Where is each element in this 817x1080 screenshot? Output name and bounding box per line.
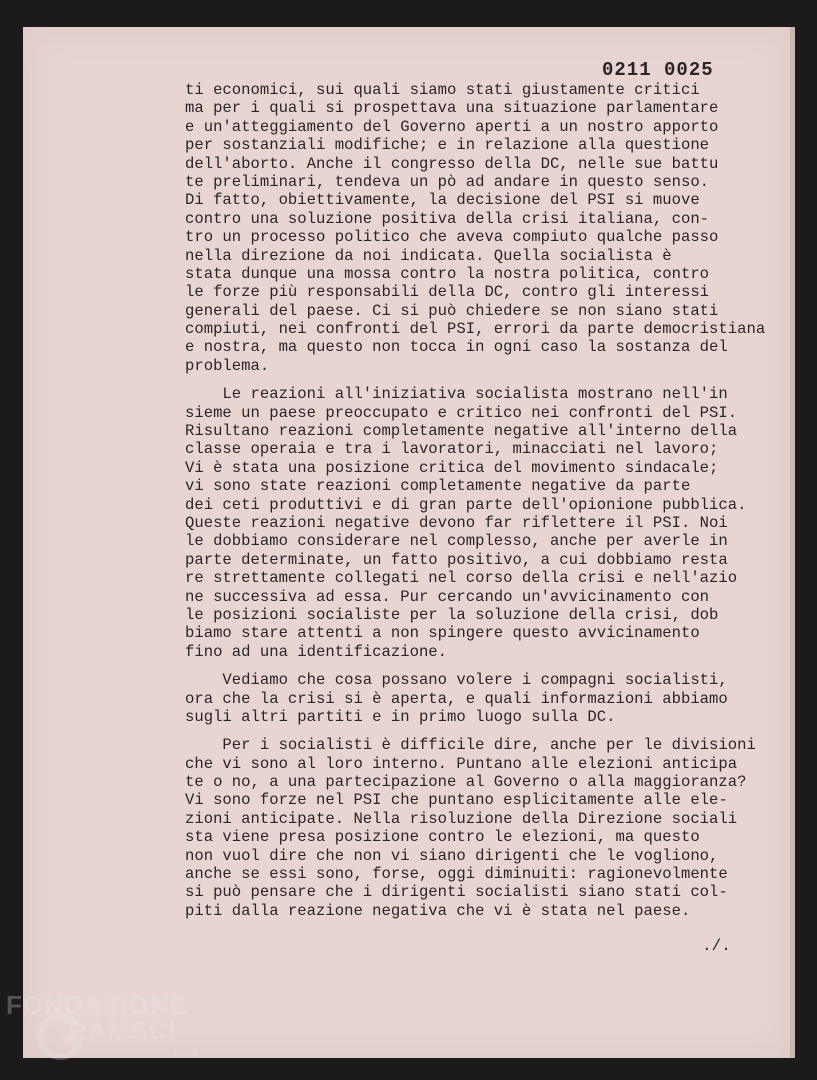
text-line: ora che la crisi si è aperta, e quali informazioni abbiamo xyxy=(185,689,728,708)
text-line: nella direzione da noi indicata. Quella socialista è xyxy=(185,246,672,265)
logo-line-2: RAMSCI xyxy=(68,1016,177,1046)
fondazione-gramsci-watermark xyxy=(6,990,206,1070)
text-line: sugli altri partiti e in primo luogo sulla DC. xyxy=(185,707,616,726)
text-line: fino ad una identificazione. xyxy=(185,642,448,661)
text-line: stata dunque una mossa contro la nostra politica, contro xyxy=(185,264,710,283)
text-line: le forze più responsabili della DC, contro gli interessi xyxy=(185,283,710,302)
page-edge xyxy=(790,27,795,1058)
text-line: piti dalla reazione negativa che vi è stata nel paese. xyxy=(185,901,691,920)
text-line: le dobbiamo considerare nel complesso, anche per averle in xyxy=(185,532,728,551)
text-line: dei ceti produttivi e di gran parte dell'opionione pubblica. xyxy=(185,495,747,514)
paragraph xyxy=(185,81,785,375)
text-line: e nostra, ma questo non tocca in ogni caso la sostanza del xyxy=(185,338,728,357)
logo-subtitle: onlus xyxy=(174,1048,198,1059)
text-line: re strettamente collegati nel corso della crisi e nell'azio xyxy=(185,569,738,588)
text-line: vi sono state reazioni completamente negative da parte xyxy=(185,477,691,496)
text-line: e un'atteggiamento del Governo aperti a un nostro apporto xyxy=(185,117,719,136)
text-line: problema. xyxy=(185,356,270,375)
text-line: sta viene presa posizione contro le elezioni, ma questo xyxy=(185,828,700,847)
text-line: tro un processo politico che aveva compiuto qualche passo xyxy=(185,228,719,247)
paragraph xyxy=(185,385,785,661)
continuation-mark: ./. xyxy=(702,937,731,955)
text-line: compiuti, nei confronti del PSI, errori da parte democristiana xyxy=(185,320,766,339)
text-line: anche se essi sono, forse, oggi diminuiti: ragionevolmente xyxy=(185,865,728,884)
text-line: Vediamo che cosa possano volere i compagni socialisti, xyxy=(185,671,728,690)
paragraph xyxy=(185,736,785,920)
paragraph xyxy=(185,671,785,726)
text-line: Per i socialisti è difficile dire, anche per le divisioni xyxy=(185,736,756,755)
typewritten-body xyxy=(185,81,785,930)
text-line: ma per i quali si prospettava una situazione parlamentare xyxy=(185,99,719,118)
text-line: le posizioni socialiste per la soluzione della crisi, dob xyxy=(185,605,719,624)
text-line: zioni anticipate. Nella risoluzione della Direzione sociali xyxy=(185,809,738,828)
text-line: Vi sono forze nel PSI che puntano esplicitamente alle ele- xyxy=(185,791,728,810)
text-line: Di fatto, obiettivamente, la decisione del PSI si muove xyxy=(185,191,700,210)
text-line: ti economici, sui quali siamo stati giustamente critici xyxy=(185,81,700,99)
text-line: Vi è stata una posizione critica del movimento sindacale; xyxy=(185,458,719,477)
text-line: non vuol dire che non vi siano dirigenti che le vogliono, xyxy=(185,846,719,865)
text-line: classe operaia e tra i lavoratori, minacciati nel lavoro; xyxy=(185,440,719,459)
text-line: dell'aborto. Anche il congresso della DC, nelle sue battu xyxy=(185,154,719,173)
text-line: sieme un paese preoccupato e critico nei confronti del PSI. xyxy=(185,403,738,422)
text-line: Queste reazioni negative devono far riflettere il PSI. Noi xyxy=(185,513,728,532)
text-line: per sostanziali modifiche; e in relazione alla questione xyxy=(185,136,710,155)
archive-page-number: 0211 0025 xyxy=(602,59,714,81)
logo-line-1: FONDAZIONE xyxy=(6,990,188,1020)
text-line: parte determinate, un fatto positivo, a cui dobbiamo resta xyxy=(185,550,728,569)
text-line: generali del paese. Ci si può chiedere se non siano stati xyxy=(185,301,719,320)
text-line: Risultano reazioni completamente negative all'interno della xyxy=(185,422,738,441)
text-line: che vi sono al loro interno. Puntano alle elezioni anticipa xyxy=(185,754,738,773)
text-line: si può pensare che i dirigenti socialisti siano stati col- xyxy=(185,883,728,902)
text-line: biamo stare attenti a non spingere questo avvicinamento xyxy=(185,624,700,643)
text-line: te preliminari, tendeva un pò ad andare in questo senso. xyxy=(185,172,710,191)
text-line: te o no, a una partecipazione al Governo o alla maggioranza? xyxy=(185,773,747,792)
text-line: Le reazioni all'iniziativa socialista mostrano nell'in xyxy=(185,385,728,404)
text-line: ne successiva ad essa. Pur cercando un'avvicinamento con xyxy=(185,587,710,606)
text-line: contro una soluzione positiva della crisi italiana, con- xyxy=(185,209,710,228)
